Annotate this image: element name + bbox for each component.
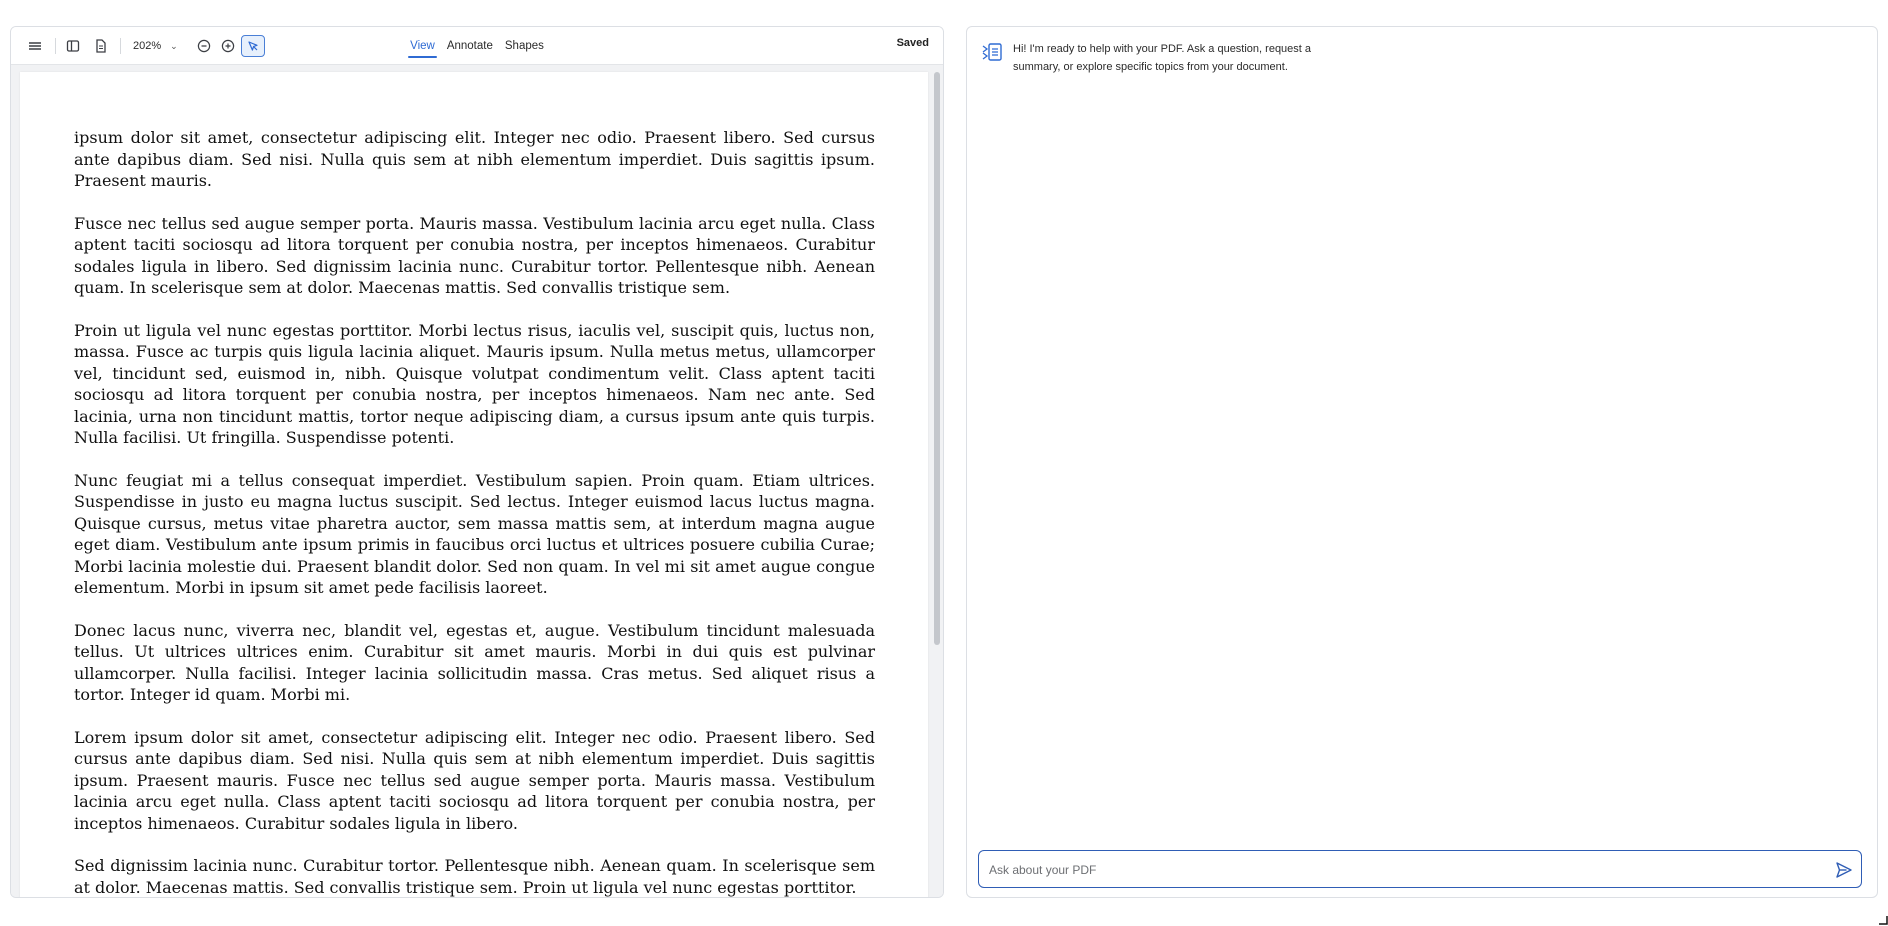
paragraph: Sed dignissim lacinia nunc. Curabitur tortor. Pellentesque nibh. Aenean quam. In scelerisque sem at dolor. Maecenas mattis. Sed convallis tristique sem. Proin ut ligula vel nunc egestas porttitor.: [74, 856, 875, 897]
send-icon[interactable]: [1834, 860, 1854, 880]
paragraph: ipsum dolor sit amet, consectetur adipiscing elit. Integer nec odio. Praesent libero. Sed cursus ante dapibus diam. Sed nisi. Nulla quis sem at nibh elementum imperdiet. Duis sagittis ipsum. Praesent mauris.: [74, 128, 875, 190]
assistant-message-text: Hi! I'm ready to help with your PDF. Ask a question, request a summary, or explore specific topics from your document.: [1013, 43, 1312, 73]
assistant-icon: [981, 42, 1003, 62]
save-status: Saved: [896, 37, 929, 49]
paragraph: Donec lacus nunc, viverra nec, blandit vel, egestas et, augue. Vestibulum tincidunt malesuada tellus. Ut ultrices ultrices enim. Curabitur sit amet mauris. Morbi in dui quis est pulvinar ullamcorper. Nulla facilisi. Integer lacinia sollicitudin massa. Cras metus. Sed aliquet risus a tortor. Integer id quam. Morbi mi.: [74, 620, 875, 704]
chat-input[interactable]: [987, 851, 1811, 889]
tab-view[interactable]: View: [404, 27, 441, 64]
document-viewport[interactable]: [11, 65, 943, 897]
tab-shapes[interactable]: Shapes: [504, 40, 544, 52]
resize-handle-icon[interactable]: [1878, 915, 1888, 925]
paragraph: Fusce nec tellus sed augue semper porta. Mauris massa. Vestibulum lacinia arcu eget nulla. Class aptent taciti sociosqu ad litora torquent per conubia nostra, per inceptos himenaeos. Curabitur sodales ligula in libero. Sed dignissim lacinia nunc. Curabitur tortor. Pellentesque nibh. Aenean quam. In scelerisque sem at dolor. Maecenas mattis. Sed convallis tristique sem.: [74, 213, 875, 297]
pdf-viewer-panel: [10, 26, 944, 898]
paragraph: Proin ut ligula vel nunc egestas porttitor. Morbi lectus risus, iaculis vel, suscipit quis, luctus non, massa. Fusce ac turpis quis ligula lacinia aliquet. Mauris ipsum. Nulla metus metus, ullamcorper vel, tincidunt sed, euismod in, nibh. Quisque volutpat condimentum velit. Class aptent taciti sociosqu ad litora torquent per conubia nostra, per inceptos himenaeos. Nam nec ante. Sed lacinia, urna non tincidunt mattis, tortor neque adipiscing diam, a cursus ipsum ante quis turpis. Nulla facilisi. Ut fringilla. Suspendisse potenti.: [74, 320, 875, 447]
vertical-scrollbar[interactable]: [934, 72, 940, 897]
paragraph: Lorem ipsum dolor sit amet, consectetur adipiscing elit. Integer nec odio. Praesent libero. Sed cursus ante dapibus diam. Sed nisi. Nulla quis sem at nibh elementum imperdiet. Duis sagittis ipsum. Praesent mauris. Fusce nec tellus sed augue semper porta. Mauris massa. Vestibulum lacinia arcu eget nulla. Class aptent taciti sociosqu ad litora torquent per conubia nostra, per inceptos himenaeos. Curabitur sodales ligula in libero.: [74, 727, 875, 833]
scrollbar-thumb[interactable]: [934, 72, 940, 645]
paragraph: Nunc feugiat mi a tellus consequat imperdiet. Vestibulum sapien. Proin quam. Etiam ultrices. Suspendisse in justo eu magna luctus suscipit. Sed lectus. Integer euismod lacus luctus magna. Quisque cursus, metus vitae pharetra auctor, sem massa mattis sem, at interdum magna augue eget diam. Vestibulum ante ipsum primis in faucibus orci luctus et ultrices posuere cubilia Curae; Morbi lacinia molestie dui. Praesent blandit dolor. Sed non quam. In vel mi sit amet augue congue elementum. Morbi in ipsum sit amet pede facilisis laoreet.: [74, 470, 875, 597]
chevron-down-icon: ⌄: [170, 40, 178, 51]
assistant-message: [981, 41, 1323, 76]
tab-annotate[interactable]: Annotate: [446, 40, 493, 52]
pdf-page: [20, 72, 928, 897]
zoom-value: 202%: [133, 40, 162, 52]
chat-panel: [966, 26, 1878, 898]
viewer-toolbar: [11, 27, 943, 65]
page-text: [74, 127, 875, 897]
chat-input-box[interactable]: [978, 850, 1862, 888]
mode-tabs: [11, 27, 943, 64]
